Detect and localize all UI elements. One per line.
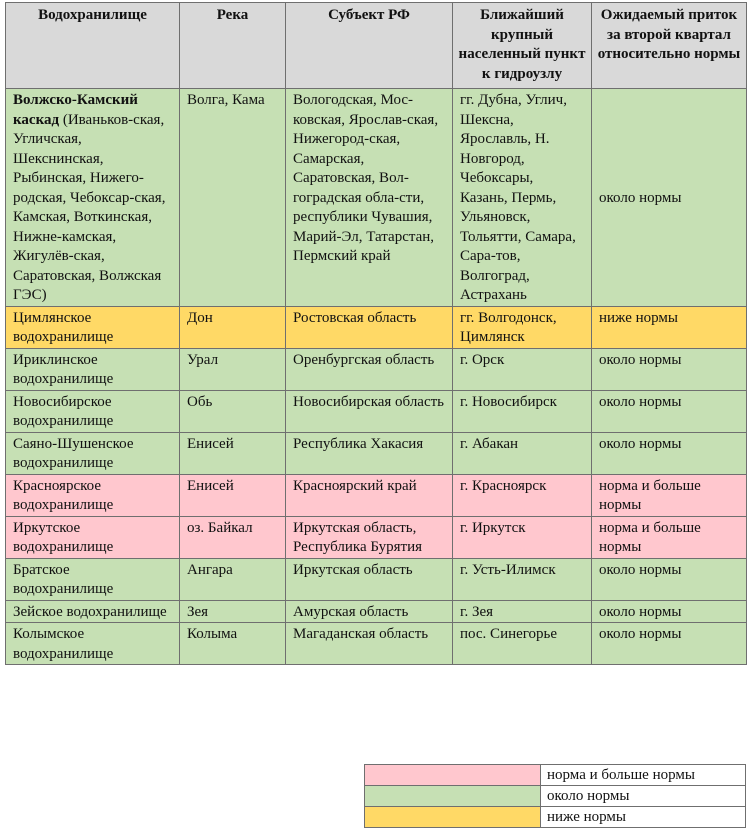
cell-subject: Магаданская область [286,623,453,665]
cell-expected: около нормы [592,623,747,665]
legend-label: около нормы [541,786,746,807]
table-row [6,306,747,348]
cell-city: г. Абакан [453,432,592,474]
table-row [6,558,747,600]
reservoir-table [5,2,747,665]
cell-expected: ниже нормы [592,306,747,348]
cell-city: г. Иркутск [453,516,592,558]
legend-label: ниже нормы [541,807,746,828]
cell-expected: около нормы [592,348,747,390]
cell-expected: около нормы [592,558,747,600]
cell-subject: Ростовская область [286,306,453,348]
table-row [6,474,747,516]
cell-expected: около нормы [592,600,747,623]
cell-subject: Вологодская, Мос-ковская, Ярослав-ская, Нижегород-ская, Самарская, Саратовская, Вол-гоградская обла-сти, республики Чувашия, Марий-Эл, Татарстан, Пермский край [286,89,453,307]
header-city: Ближайший крупный населенный пункт к гидроузлу [453,3,592,89]
legend-row [365,786,746,807]
cell-reservoir: Цимлянское водохранилище [6,306,180,348]
cell-city: гг. Дубна, Углич, Шексна, Ярославль, Н. Новгород, Чебоксары, Казань, Пермь, Ульяновск, Тольятти, Самара, Сара-тов, Волгоград, Астрахань [453,89,592,307]
table-header-row [6,3,747,89]
cell-river: Дон [180,306,286,348]
cell-subject: Иркутская область [286,558,453,600]
cell-reservoir: Зейское водохранилище [6,600,180,623]
cell-expected: около нормы [592,89,747,307]
cell-city: г. Красноярск [453,474,592,516]
cell-expected: норма и больше нормы [592,516,747,558]
cell-reservoir: Красноярское водохранилище [6,474,180,516]
cell-subject: Красноярский край [286,474,453,516]
legend-row [365,765,746,786]
cell-reservoir: Иркутское водохранилище [6,516,180,558]
cell-city: г. Орск [453,348,592,390]
cell-subject: Республика Хакасия [286,432,453,474]
table-row [6,600,747,623]
legend-swatch-green [365,786,541,807]
legend-label: норма и больше нормы [541,765,746,786]
cell-river: Урал [180,348,286,390]
color-legend [364,764,746,828]
cell-subject: Оренбургская область [286,348,453,390]
cell-subject: Новосибирская область [286,390,453,432]
cell-city: гг. Волгодонск, Цимлянск [453,306,592,348]
table-row [6,89,747,307]
cell-reservoir: Братское водохранилище [6,558,180,600]
cell-reservoir: Колымское водохранилище [6,623,180,665]
cell-river: Зея [180,600,286,623]
cascade-name: Волжско-Камский каскад [13,92,138,128]
table-row [6,348,747,390]
cascade-list: (Иваньков-ская, Угличская, Шекснинская, Рыбинская, Нижего-родская, Чебоксар-ская, Камская, Воткинская, Нижне-камская, Жигулёв-ская, Саратовская, Волжская ГЭС) [13,111,166,303]
cell-reservoir [6,89,180,307]
cell-subject: Амурская область [286,600,453,623]
cell-river: Ангара [180,558,286,600]
cell-city: г. Усть-Илимск [453,558,592,600]
cell-reservoir: Новосибирское водохранилище [6,390,180,432]
cell-city: пос. Синегорье [453,623,592,665]
cell-river: Обь [180,390,286,432]
cell-river: Волга, Кама [180,89,286,307]
cell-city: г. Новосибирск [453,390,592,432]
cell-river: оз. Байкал [180,516,286,558]
header-river: Река [180,3,286,89]
cell-expected: норма и больше нормы [592,474,747,516]
legend-swatch-yellow [365,807,541,828]
cell-river: Енисей [180,432,286,474]
cell-expected: около нормы [592,390,747,432]
header-expected: Ожидаемый приток за второй квартал относительно нормы [592,3,747,89]
legend-swatch-red [365,765,541,786]
header-subject: Субъект РФ [286,3,453,89]
table-row [6,390,747,432]
cell-river: Енисей [180,474,286,516]
cell-expected: около нормы [592,432,747,474]
table-row [6,432,747,474]
legend-row [365,807,746,828]
header-reservoir: Водохранилище [6,3,180,89]
cell-city: г. Зея [453,600,592,623]
cell-river: Колыма [180,623,286,665]
cell-subject: Иркутская область, Республика Бурятия [286,516,453,558]
cell-reservoir: Саяно-Шушенское водохранилище [6,432,180,474]
table-row [6,516,747,558]
cell-reservoir: Ириклинское водохранилище [6,348,180,390]
table-row [6,623,747,665]
